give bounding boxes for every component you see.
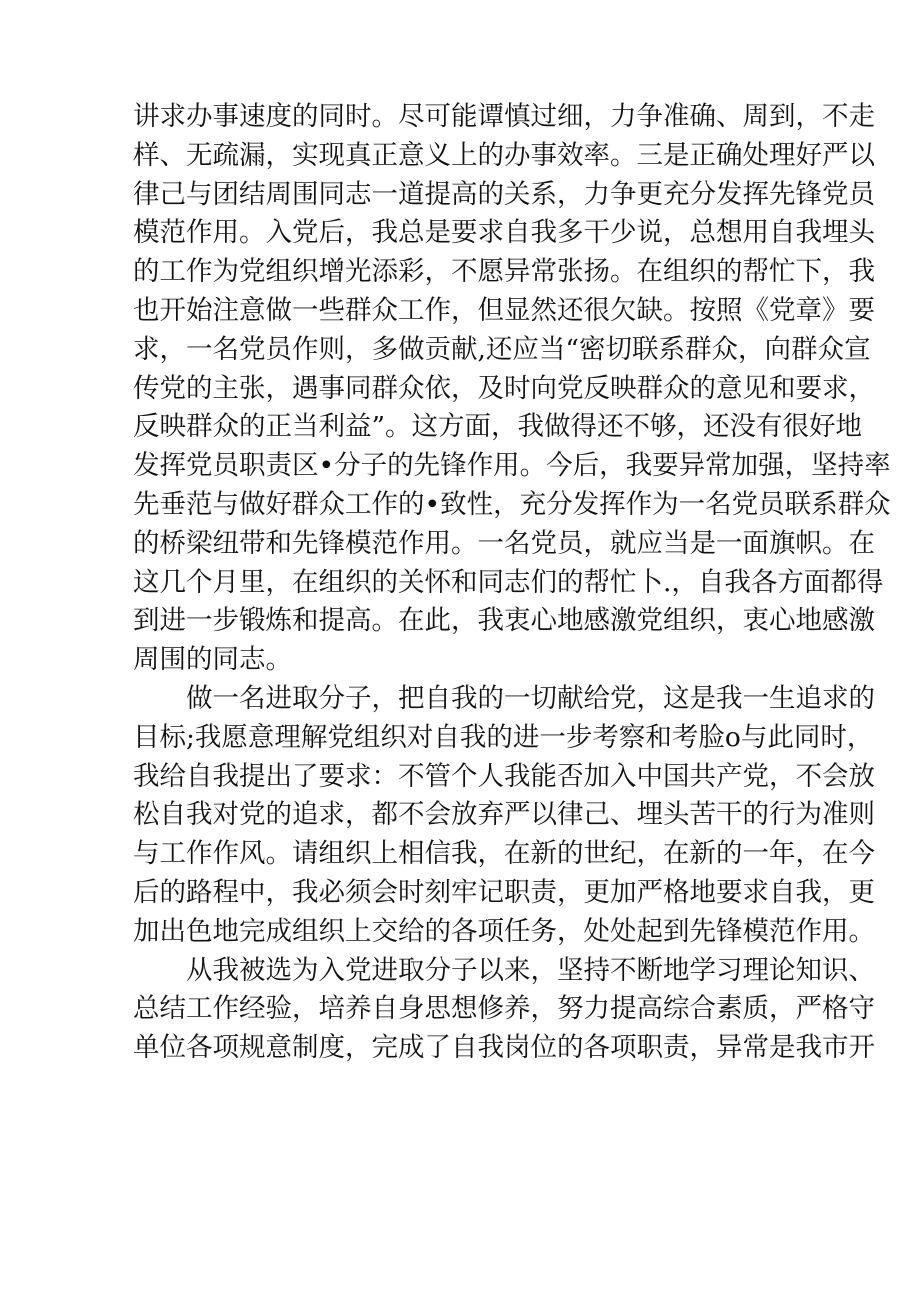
paragraph-line: 的桥梁纽带和先锋模范作用。一名党员，就应当是一面旗帜。在 (133, 527, 875, 559)
paragraph-line: 单位各项规意制度，完成了自我岗位的各项职责，异常是我市开 (133, 1032, 875, 1064)
paragraph-line: 松自我对党的追求，都不会放弃严以律己、埋头苦干的行为准则 (133, 799, 875, 831)
paragraph-line: 律己与团结周围同志一道提高的关系，力争更充分发挥先锋党员 (133, 178, 875, 210)
paragraph-line: 模范作用。入党后，我总是要求自我多干少说，总想用自我埋头 (133, 217, 875, 249)
paragraph-line: 求，一名党员作则，多做贡献,还应当“密切联系群众，向群众宣 (133, 333, 871, 365)
paragraph-line: 做一名进取分子，把自我的一切献给党，这是我一生追求的 (186, 682, 875, 714)
paragraph-line: 讲求办事速度的同时。尽可能谭慎过细，力争准确、周到，不走 (133, 101, 875, 132)
paragraph-line: 先垂范与做好群众工作的•致性，充分发挥作为一名党员联系群众 (133, 488, 891, 520)
paragraph-line: 目标;我愿意理解党组织对自我的进一步考察和考脸o与此同时， (133, 721, 874, 753)
paragraph-line: 样、无疏漏，实现真正意义上的办事效率。三是正确处理好严以 (133, 139, 875, 171)
document-page (133, 98, 891, 1068)
paragraph-line: 的工作为党组织增光添彩，不愿异常张扬。在组织的帮忙下，我 (133, 256, 875, 288)
paragraph-line: 这几个月里，在组织的关怀和同志们的帮忙卜.，自我各方面都得 (133, 566, 884, 598)
paragraph-1 (133, 98, 891, 680)
paragraph-line: 反映群众的正当利益”。这方面，我做得还不够，还没有很好地 (133, 411, 863, 443)
paragraph-line: 周围的同志。 (133, 644, 292, 676)
paragraph-line: 发挥党员职责区•分子的先锋作用。今后，我要异常加强，坚持率 (133, 450, 891, 482)
paragraph-2 (133, 680, 875, 952)
paragraph-line: 与工作作风。请组织上相信我，在新的世纪，在新的一年，在今 (133, 838, 875, 870)
paragraph-line: 到进一步锻炼和提高。在此，我衷心地感激党组织，衷心地感激 (133, 605, 875, 637)
paragraph-line: 传党的主张，遇事同群众依，及时向党反映群众的意见和要求， (133, 372, 875, 404)
paragraph-3 (133, 952, 875, 1068)
paragraph-line: 后的路程中，我必须会时刻牢记职责，更加严格地要求自我，更 (133, 876, 875, 908)
paragraph-line: 加出色地完成组织上交给的各项任务，处处起到先锋模范作用。 (133, 915, 875, 947)
paragraph-line: 也开始注意做一些群众工作，但显然还很欠缺。按照《党章》要 (133, 294, 875, 326)
paragraph-line: 从我被选为入党进取分子以来，坚持不断地学习理论知识、 (186, 954, 875, 986)
paragraph-line: 我给自我提出了要求：不管个人我能否加入中国共产党，不会放 (133, 760, 875, 792)
paragraph-line: 总结工作经验，培养自身思想修养，努力提高综合素质，严格守 (133, 993, 875, 1025)
